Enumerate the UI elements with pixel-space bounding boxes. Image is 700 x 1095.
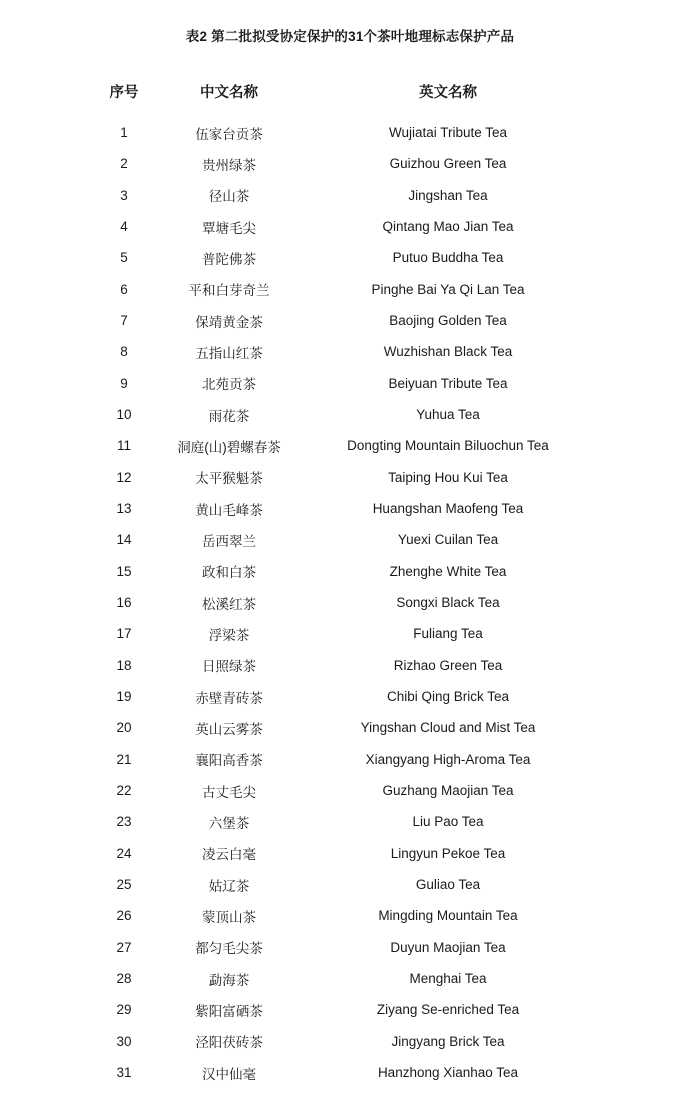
table-row (0, 180, 700, 211)
table-row (0, 1026, 700, 1057)
row-number: 6 (120, 281, 128, 297)
row-number: 25 (116, 877, 132, 893)
column-header-chinese-name: 中文名称 (200, 84, 258, 101)
chinese-name: 泾阳茯砖茶 (195, 1035, 263, 1051)
table-body (0, 117, 700, 1088)
table-row (0, 368, 700, 399)
table-row (0, 744, 700, 775)
chinese-name: 普陀佛茶 (202, 251, 256, 267)
chinese-name: 五指山红茶 (195, 345, 263, 361)
row-number: 30 (116, 1033, 132, 1049)
row-number: 16 (116, 595, 132, 611)
chinese-name: 政和白茶 (202, 565, 256, 581)
chinese-name: 襄阳高香茶 (195, 753, 263, 769)
table-row (0, 587, 700, 618)
table-row (0, 869, 700, 900)
chinese-name: 六堡茶 (208, 815, 250, 831)
table-row (0, 650, 700, 681)
row-number: 2 (120, 156, 128, 172)
english-name: Fuliang Tea (413, 626, 483, 642)
row-number: 22 (116, 783, 132, 799)
english-name: Huangshan Maofeng Tea (372, 501, 524, 517)
table-row (0, 994, 700, 1025)
table-row (0, 242, 700, 273)
row-number: 14 (116, 532, 132, 548)
chinese-name: 都匀毛尖茶 (195, 941, 263, 957)
row-number: 12 (116, 469, 132, 485)
row-number: 29 (116, 1002, 132, 1018)
table-row (0, 556, 700, 587)
row-number: 5 (120, 250, 128, 266)
chinese-name: 勐海茶 (208, 972, 250, 988)
table-row (0, 963, 700, 994)
column-header-english-name: 英文名称 (419, 84, 477, 101)
table-row (0, 932, 700, 963)
row-number: 15 (116, 563, 132, 579)
table-row (0, 211, 700, 242)
english-name: Rizhao Green Tea (393, 657, 503, 673)
english-name: Wujiatai Tribute Tea (388, 125, 508, 141)
row-number: 9 (120, 375, 128, 391)
row-number: 26 (116, 908, 132, 924)
row-number: 10 (116, 407, 132, 423)
english-name: Qintang Mao Jian Tea (382, 219, 514, 235)
table-row (0, 524, 700, 555)
table-row (0, 430, 700, 461)
row-number: 27 (116, 939, 132, 955)
row-number: 20 (116, 720, 132, 736)
table-row (0, 806, 700, 837)
chinese-name: 雨花茶 (208, 408, 250, 424)
column-header-no: 序号 (109, 84, 139, 101)
chinese-name: 蒙顶山茶 (202, 909, 256, 925)
chinese-name: 覃塘毛尖 (202, 220, 256, 236)
english-name: Wuzhishan Black Tea (383, 344, 513, 360)
english-name: Dongting Mountain Biluochun Tea (347, 438, 549, 454)
english-name: Lingyun Pekoe Tea (390, 845, 506, 861)
english-name: Menghai Tea (409, 971, 487, 987)
chinese-name: 平和白芽奇兰 (188, 283, 270, 299)
chinese-name: 松溪红茶 (202, 596, 256, 612)
english-name: Chibi Qing Brick Tea (386, 689, 510, 705)
row-number: 1 (120, 125, 128, 141)
english-name: Zhenghe White Tea (389, 563, 507, 579)
table-row (0, 274, 700, 305)
english-name: Jingshan Tea (408, 187, 488, 203)
row-number: 13 (116, 501, 132, 517)
table-row (0, 117, 700, 148)
english-name: Duyun Maojian Tea (390, 939, 506, 955)
english-name: Jingyang Brick Tea (391, 1033, 505, 1049)
english-name: Yuhua Tea (416, 407, 480, 423)
english-name: Ziyang Se-enriched Tea (376, 1002, 520, 1018)
chinese-name: 径山茶 (208, 189, 250, 205)
english-name: Guzhang Maojian Tea (382, 783, 514, 799)
row-number: 24 (116, 845, 132, 861)
chinese-name: 姑辽茶 (208, 878, 250, 894)
english-name: Baojing Golden Tea (389, 313, 507, 329)
chinese-name: 凌云白毫 (202, 847, 256, 863)
table-row (0, 712, 700, 743)
english-name: Liu Pao Tea (412, 814, 484, 830)
row-number: 3 (120, 187, 128, 203)
row-number: 4 (120, 219, 128, 235)
english-name: Hanzhong Xianhao Tea (377, 1065, 519, 1080)
chinese-name: 汉中仙毫 (202, 1066, 256, 1082)
row-number: 19 (116, 689, 132, 705)
table-header-row (0, 76, 700, 106)
table-row (0, 462, 700, 493)
chinese-name: 贵州绿茶 (202, 157, 256, 173)
english-name: Beiyuan Tribute Tea (388, 375, 508, 391)
chinese-name: 黄山毛峰茶 (195, 502, 263, 518)
table-row (0, 399, 700, 430)
row-number: 17 (116, 626, 132, 642)
row-number: 7 (120, 313, 128, 329)
chinese-name: 赤壁青砖茶 (195, 690, 263, 706)
english-name: Yuexi Cuilan Tea (397, 532, 499, 548)
table-row (0, 148, 700, 179)
row-number: 28 (116, 971, 132, 987)
table-row (0, 681, 700, 712)
table-title: 表2 第二批拟受协定保护的31个茶叶地理标志保护产品 (185, 29, 515, 44)
chinese-name: 英山云雾茶 (195, 721, 263, 737)
table-row (0, 618, 700, 649)
table-row (0, 1057, 700, 1088)
chinese-name: 日照绿茶 (202, 659, 256, 675)
table-row (0, 493, 700, 524)
english-name: Guliao Tea (415, 877, 481, 893)
chinese-name: 太平猴魁茶 (195, 471, 263, 487)
row-number: 18 (116, 657, 132, 673)
tea-table (0, 76, 700, 1088)
chinese-name: 岳西翠兰 (202, 533, 256, 549)
table-row (0, 305, 700, 336)
row-number: 11 (116, 438, 131, 454)
chinese-name: 保靖黄金茶 (195, 314, 263, 330)
english-name: Pinghe Bai Ya Qi Lan Tea (371, 281, 525, 297)
table-row (0, 775, 700, 806)
table-row (0, 900, 700, 931)
english-name: Mingding Mountain Tea (378, 908, 518, 924)
row-number: 21 (116, 751, 132, 767)
chinese-name: 伍家台贡茶 (195, 126, 263, 142)
table-row (0, 838, 700, 869)
chinese-name: 洞庭(山)碧螺春茶 (177, 439, 281, 455)
english-name: Putuo Buddha Tea (392, 250, 504, 266)
row-number: 8 (120, 344, 128, 360)
english-name: Yingshan Cloud and Mist Tea (360, 720, 536, 736)
english-name: Songxi Black Tea (396, 595, 500, 611)
chinese-name: 浮梁茶 (208, 627, 250, 643)
row-number: 31 (116, 1065, 132, 1080)
chinese-name: 紫阳富硒茶 (195, 1003, 263, 1019)
chinese-name: 北苑贡茶 (202, 377, 256, 393)
english-name: Guizhou Green Tea (389, 156, 507, 172)
table-row (0, 336, 700, 367)
english-name: Taiping Hou Kui Tea (388, 469, 508, 485)
chinese-name: 古丈毛尖 (202, 784, 256, 800)
english-name: Xiangyang High-Aroma Tea (365, 751, 531, 767)
row-number: 23 (116, 814, 132, 830)
